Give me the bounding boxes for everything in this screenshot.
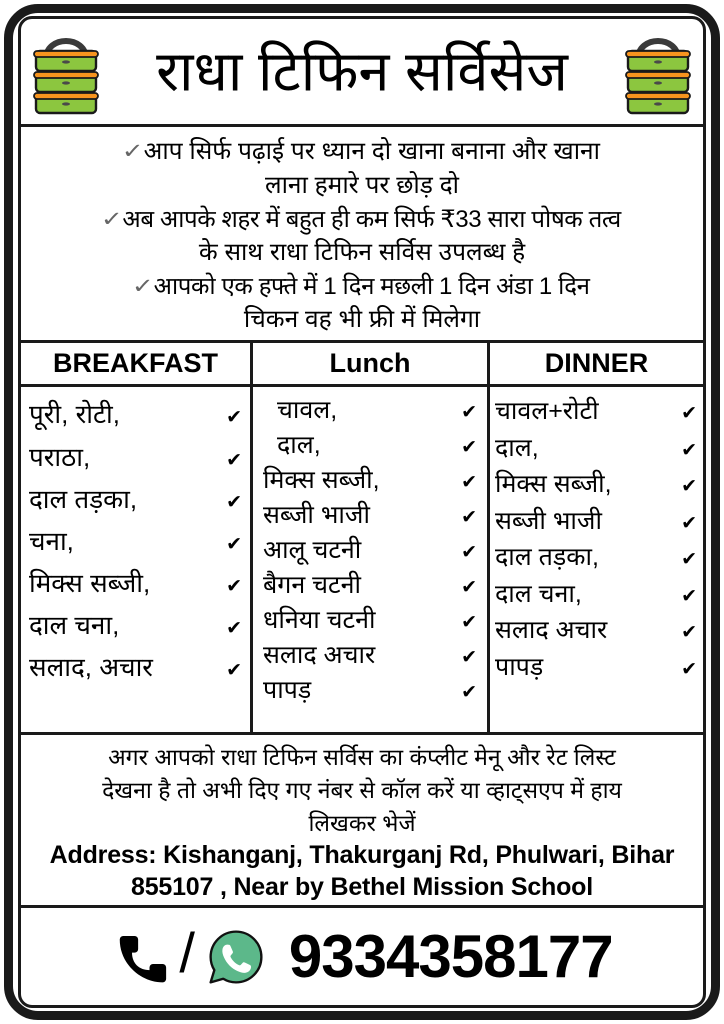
menu-item [263, 568, 477, 603]
promo-text-block [21, 127, 703, 343]
poster-header [21, 19, 703, 127]
menu-item-label: चावल+रोटी [495, 397, 599, 426]
menu-item-label: आलू चटनी [263, 536, 362, 565]
check-icon: ✔ [681, 403, 697, 425]
address-line: Address: Kishanganj, Thakurganj Rd, Phulwari, Bihar [49, 841, 675, 870]
check-icon: ✔ [681, 476, 697, 498]
promo-line-text: चिकन वह भी फ्री में मिलेगा [243, 305, 481, 333]
menu-column-breakfast [21, 343, 253, 732]
promo-line [31, 169, 693, 203]
check-icon: ✔ [461, 542, 477, 564]
check-icon: ✔ [681, 439, 697, 461]
menu-item [495, 466, 697, 503]
menu-item-label: दाल चना, [495, 579, 582, 608]
menu-column-lunch [253, 343, 490, 732]
menu-item-label: पापड़ [495, 652, 544, 681]
promo-line [31, 303, 693, 337]
promo-line [31, 236, 693, 270]
menu-item-label: सलाद अचार [495, 616, 608, 645]
separator-slash: / [179, 920, 195, 984]
promo-line-text: के साथ राधा टिफिन सर्विस उपलब्ध है [198, 238, 526, 266]
contact-bar [21, 908, 703, 1005]
check-icon: ✔ [461, 647, 477, 669]
menu-item [495, 649, 697, 686]
check-icon: ✔ [461, 402, 477, 424]
menu-item [29, 604, 242, 646]
menu-item [29, 478, 242, 520]
menu-item-label: पापड़ [263, 676, 312, 705]
check-icon: ✔ [226, 449, 242, 471]
promo-line-text: लाना हमारे पर छोड़ दो [264, 171, 460, 199]
whatsapp-icon[interactable] [207, 928, 265, 986]
menu-item [263, 638, 477, 673]
menu-item-label: सलाद अचार [263, 641, 376, 670]
menu-items-breakfast [21, 387, 250, 732]
check-icon: ✔ [681, 585, 697, 607]
menu-item [29, 646, 242, 688]
check-icon: ✔ [681, 549, 697, 571]
check-icon: ✔ [226, 575, 242, 597]
menu-item-label: सब्जी भाजी [495, 506, 602, 535]
promo-line-text: आपको एक हफ्ते में 1 दिन मछली 1 दिन अंडा 1 दिन [153, 272, 590, 300]
check-icon: ✓ [121, 140, 144, 163]
menu-item [29, 520, 242, 562]
menu-items-dinner [490, 387, 703, 732]
promo-line [31, 135, 693, 169]
check-icon: ✔ [226, 407, 242, 429]
check-icon: ✔ [461, 507, 477, 529]
menu-item-label: चना, [29, 525, 74, 556]
menu-item-label: दाल, [277, 431, 321, 460]
menu-item [263, 533, 477, 568]
menu-item [495, 503, 697, 540]
footer-note-line: देखना है तो अभी दिए गए नंबर से कॉल करें या व्हाट्सएप में हाय [102, 777, 622, 804]
menu-item [263, 393, 477, 428]
menu-item [495, 539, 697, 576]
menu-item-label: सब्जी भाजी [263, 501, 370, 530]
menu-item-label: दाल तड़का, [495, 543, 599, 572]
menu-item-label: दाल, [495, 433, 539, 462]
menu-item [29, 436, 242, 478]
check-icon: ✔ [681, 512, 697, 534]
page-title: राधा टिफिन सर्विसेज [156, 39, 568, 103]
menu-item [495, 612, 697, 649]
promo-line [31, 203, 693, 236]
menu-item-label: पराठा, [29, 441, 91, 472]
promo-line-text: अब आपके शहर में बहुत ही कम सिर्फ ₹33 सारा पोषक तत्व [122, 205, 621, 233]
menu-item-label: बैगन चटनी [263, 571, 361, 600]
footer-note-block [21, 735, 703, 908]
check-icon: ✔ [226, 533, 242, 555]
promo-line [31, 270, 693, 303]
phone-number[interactable]: 9334358177 [288, 923, 613, 991]
menu-item-label: मिक्स सब्जी, [495, 470, 612, 499]
menu-item-label: मिक्स सब्जी, [29, 567, 151, 598]
promo-line-text: आप सिर्फ पढ़ाई पर ध्यान दो खाना बनाना और खाना [143, 138, 600, 165]
menu-item [495, 393, 697, 430]
menu-item [29, 393, 242, 435]
column-header-breakfast: BREAKFAST [21, 343, 250, 387]
check-icon: ✔ [226, 660, 242, 682]
footer-note-line: अगर आपको राधा टिफिन सर्विस का कंप्लीट मेनू और रेट लिस्ट [108, 744, 616, 771]
menu-item-label: दाल चना, [29, 609, 120, 640]
column-header-lunch: Lunch [253, 343, 487, 387]
menu-item [263, 673, 477, 708]
menu-column-dinner [490, 343, 703, 732]
menu-item-label: सलाद, अचार [29, 652, 153, 683]
tiffin-box-icon [619, 25, 697, 121]
menu-item [263, 463, 477, 498]
menu-item [263, 603, 477, 638]
poster-inner-border [18, 16, 706, 1008]
menu-item [495, 430, 697, 467]
check-icon: ✔ [461, 437, 477, 459]
footer-note-line: लिखकर भेजें [308, 809, 416, 836]
check-icon: ✔ [461, 682, 477, 704]
check-icon: ✔ [681, 658, 697, 680]
menu-item [495, 576, 697, 613]
check-icon: ✔ [461, 612, 477, 634]
menu-table [21, 343, 703, 735]
menu-item [29, 562, 242, 604]
menu-items-lunch [253, 387, 487, 732]
menu-item [263, 498, 477, 533]
menu-item-label: पूरी, रोटी, [29, 399, 121, 430]
menu-item-label: चावल, [277, 396, 338, 425]
check-icon: ✔ [461, 577, 477, 599]
phone-handset-icon[interactable] [111, 929, 167, 985]
check-icon: ✓ [101, 207, 123, 231]
menu-item-label: मिक्स सब्जी, [263, 466, 380, 495]
check-icon: ✔ [226, 491, 242, 513]
check-icon: ✓ [132, 274, 154, 298]
menu-item [263, 428, 477, 463]
menu-item-label: धनिया चटनी [263, 606, 376, 635]
check-icon: ✔ [226, 617, 242, 639]
menu-item-label: दाल तड़का, [29, 483, 138, 514]
check-icon: ✔ [461, 472, 477, 494]
column-header-dinner: DINNER [490, 343, 703, 387]
check-icon: ✔ [681, 622, 697, 644]
address-line: 855107 , Near by Bethel Mission School [130, 873, 594, 902]
